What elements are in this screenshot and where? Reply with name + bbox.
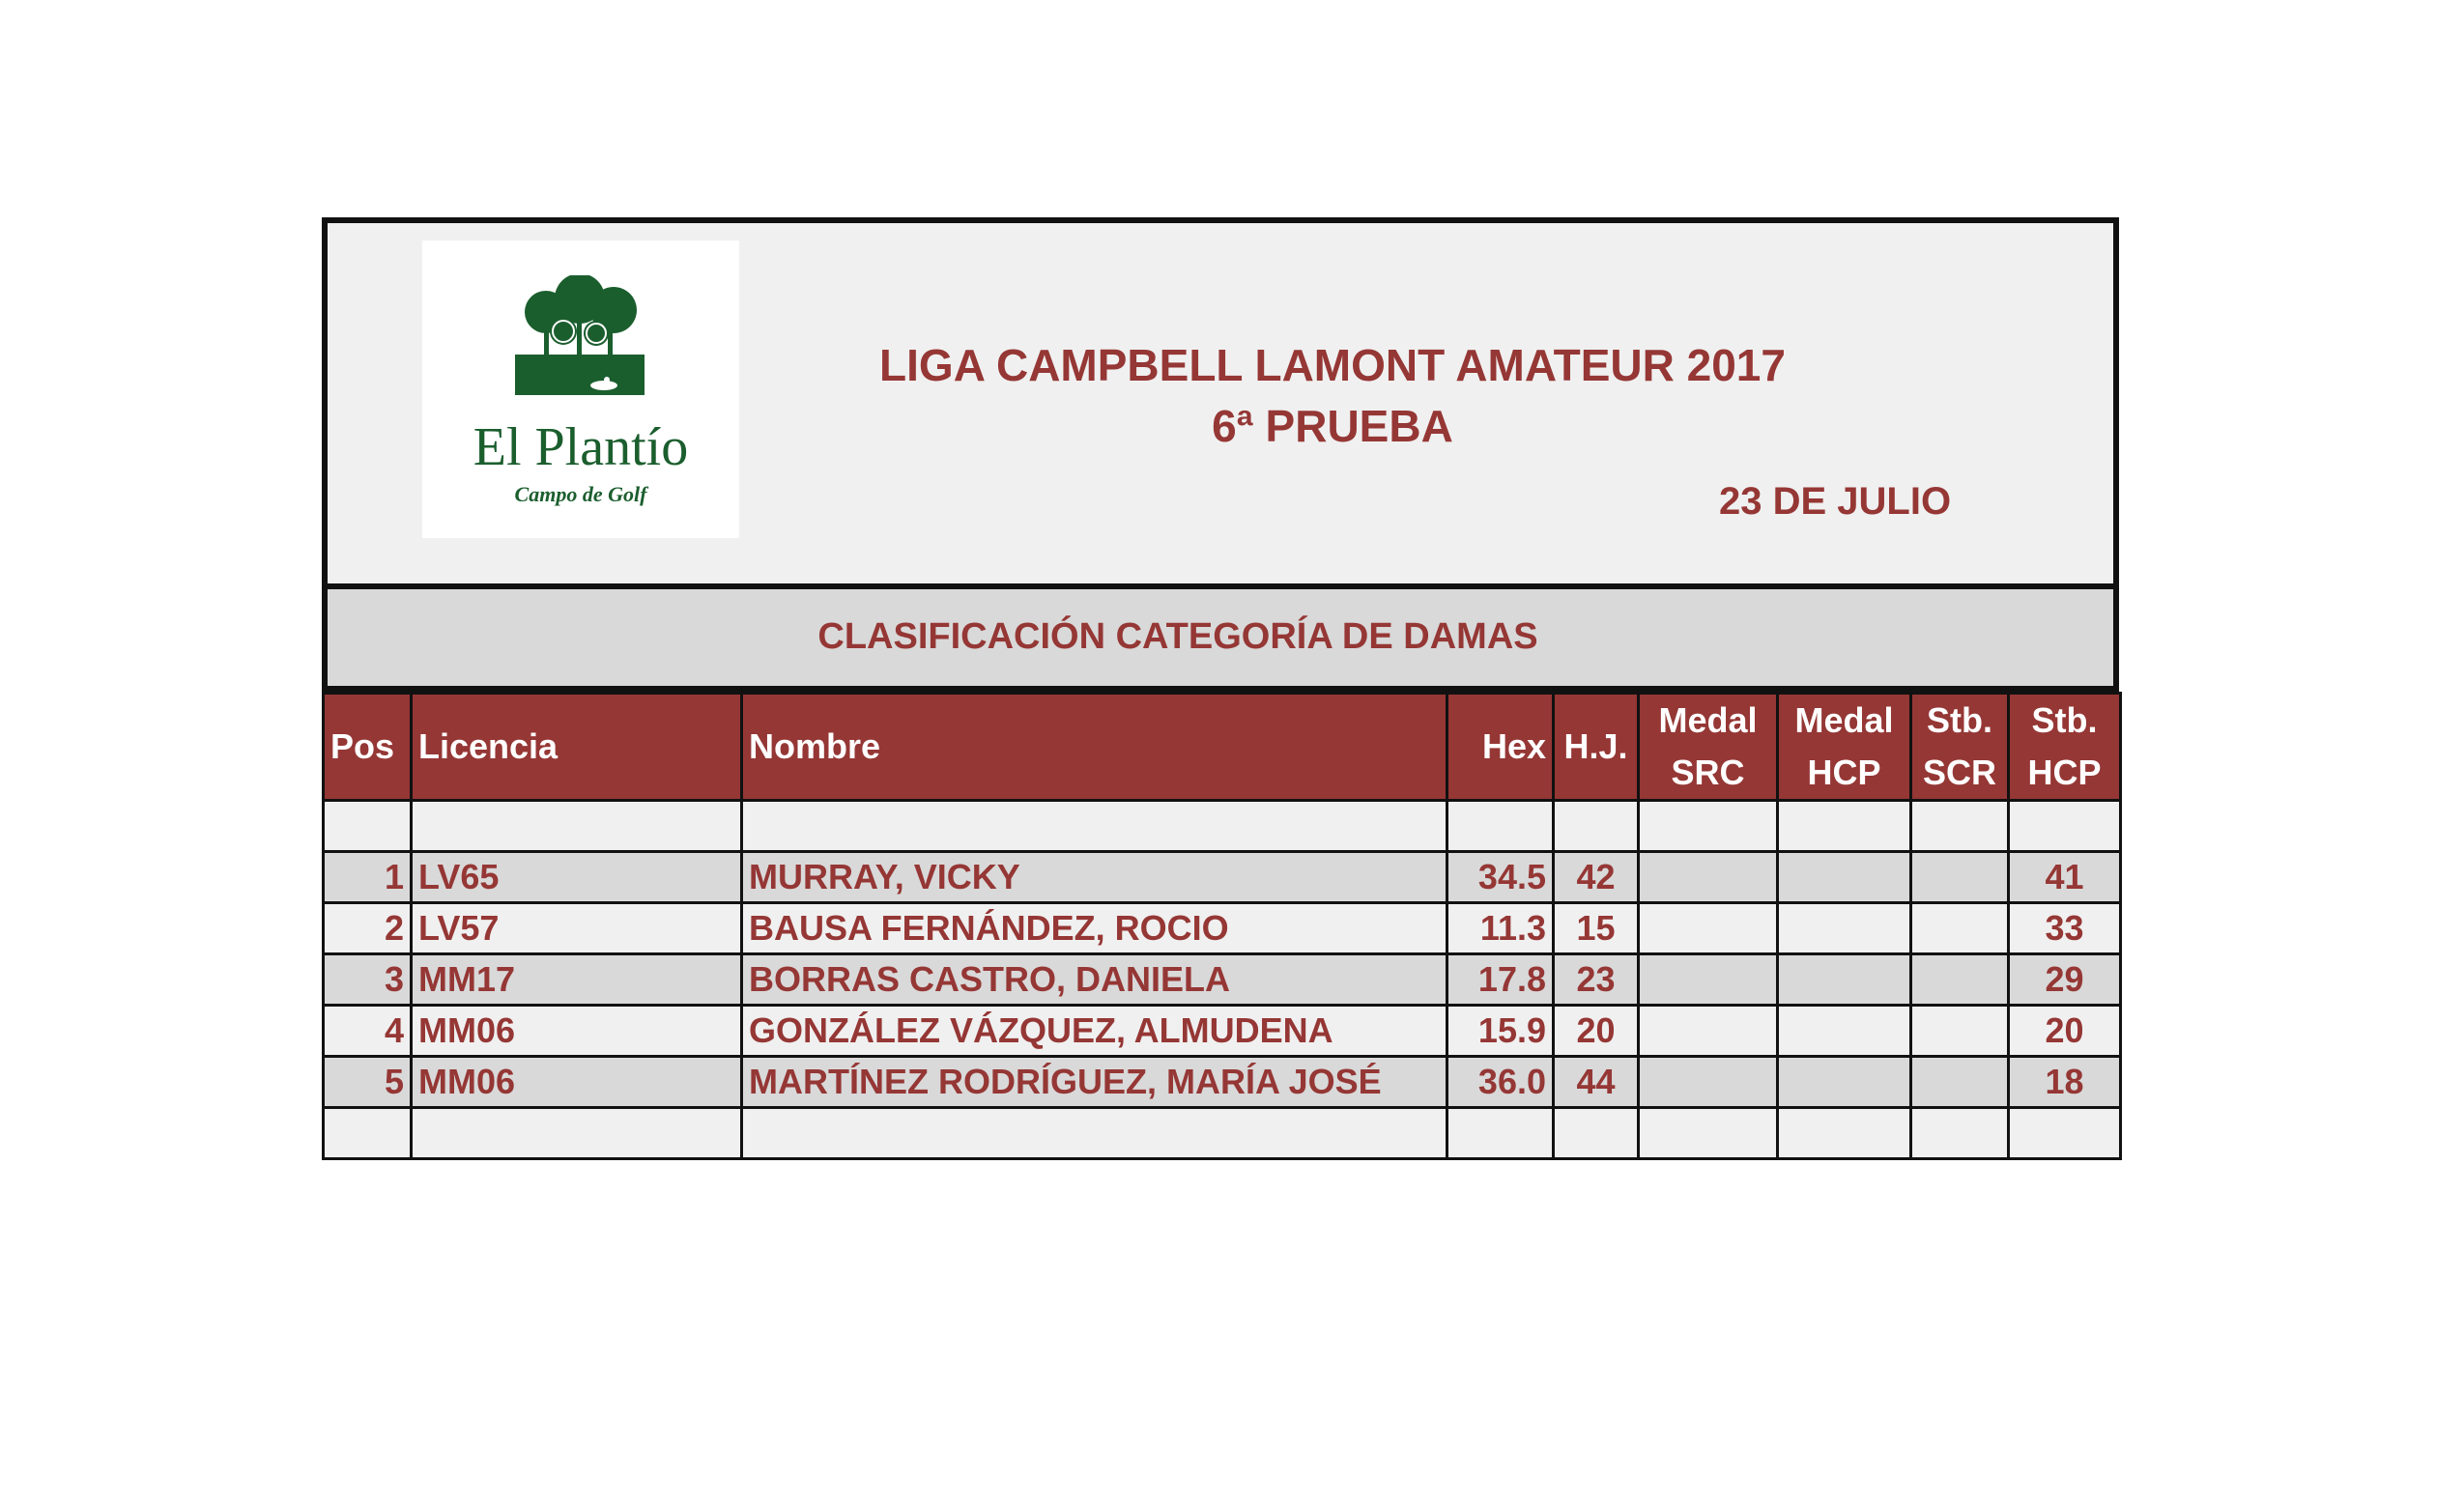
col-header-licencia: Licencia xyxy=(412,694,742,801)
table-row xyxy=(324,852,2121,903)
cell-nombre: BAUSA FERNÁNDEZ, ROCIO xyxy=(742,903,1447,954)
page-subtitle: 6ª PRUEBA xyxy=(1212,401,1453,451)
table-row xyxy=(324,903,2121,954)
cell-licencia: MM17 xyxy=(412,954,742,1006)
table-cell xyxy=(1911,1108,2009,1159)
cell-stb-hcp: 29 xyxy=(2009,954,2121,1006)
table-cell xyxy=(1447,1108,1554,1159)
cell-nombre: GONZÁLEZ VÁZQUEZ, ALMUDENA xyxy=(742,1006,1447,1057)
cell-hj: 23 xyxy=(1554,954,1639,1006)
cell-medal-src xyxy=(1639,954,1778,1006)
cell-medal-hcp xyxy=(1778,954,1911,1006)
table-cell xyxy=(324,1108,412,1159)
col-header-medal-hcp-line1: Medal xyxy=(1794,700,1894,740)
col-header-stb-scr-line2: SCR xyxy=(1922,753,1996,792)
col-header-hex: Hex xyxy=(1447,694,1554,801)
cell-stb-scr xyxy=(1911,852,2009,903)
col-header-medal-src xyxy=(1639,694,1778,801)
page-title: LIGA CAMPBELL LAMONT AMATEUR 2017 xyxy=(879,340,1786,390)
results-sheet xyxy=(322,217,2119,1160)
table-spacer-row xyxy=(324,1108,2121,1159)
col-header-nombre: Nombre xyxy=(742,694,1447,801)
cell-hj: 44 xyxy=(1554,1057,1639,1108)
cell-pos: 5 xyxy=(324,1057,412,1108)
cell-licencia: LV57 xyxy=(412,903,742,954)
col-header-medal-src-line2: SRC xyxy=(1671,753,1745,792)
col-header-hj: H.J. xyxy=(1554,694,1639,801)
col-header-medal-hcp xyxy=(1778,694,1911,801)
cell-stb-scr xyxy=(1911,1006,2009,1057)
table-row xyxy=(324,954,2121,1006)
table-spacer-row xyxy=(324,801,2121,852)
header-box xyxy=(322,217,2119,589)
cell-pos: 1 xyxy=(324,852,412,903)
cell-stb-hcp: 41 xyxy=(2009,852,2121,903)
col-header-stb-scr-line1: Stb. xyxy=(1927,700,1992,740)
table-cell xyxy=(1778,801,1911,852)
col-header-medal-hcp-line2: HCP xyxy=(1807,753,1881,792)
category-title: CLASIFICACIÓN CATEGORÍA DE DAMAS xyxy=(817,616,1538,657)
category-box xyxy=(322,589,2119,692)
table-cell xyxy=(1911,801,2009,852)
table-cell xyxy=(1554,1108,1639,1159)
logo-name: El Plantío xyxy=(473,417,689,477)
cell-medal-hcp xyxy=(1778,903,1911,954)
table-cell xyxy=(742,1108,1447,1159)
cell-hj: 42 xyxy=(1554,852,1639,903)
cell-hex: 36.0 xyxy=(1447,1057,1554,1108)
cell-stb-hcp: 20 xyxy=(2009,1006,2121,1057)
col-header-stb-scr xyxy=(1911,694,2009,801)
cell-nombre: BORRAS CASTRO, DANIELA xyxy=(742,954,1447,1006)
event-date: 23 DE JULIO xyxy=(1719,480,1952,523)
cell-stb-scr xyxy=(1911,1057,2009,1108)
cell-hex: 15.9 xyxy=(1447,1006,1554,1057)
cell-hex: 34.5 xyxy=(1447,852,1554,903)
table-row xyxy=(324,1006,2121,1057)
cell-licencia: MM06 xyxy=(412,1006,742,1057)
col-header-stb-hcp-line1: Stb. xyxy=(2031,700,2098,740)
cell-medal-hcp xyxy=(1778,1057,1911,1108)
col-header-medal-src-line1: Medal xyxy=(1658,700,1758,740)
table-row xyxy=(324,1057,2121,1108)
table-cell xyxy=(1447,801,1554,852)
table-cell xyxy=(1639,801,1778,852)
table-cell xyxy=(742,801,1447,852)
cell-pos: 4 xyxy=(324,1006,412,1057)
col-header-stb-hcp-line2: HCP xyxy=(2027,753,2102,792)
cell-medal-src xyxy=(1639,852,1778,903)
table-header-row xyxy=(324,694,2121,801)
cell-hex: 17.8 xyxy=(1447,954,1554,1006)
cell-stb-hcp: 33 xyxy=(2009,903,2121,954)
cell-pos: 3 xyxy=(324,954,412,1006)
table-cell xyxy=(412,801,742,852)
table-cell xyxy=(1778,1108,1911,1159)
cell-pos: 2 xyxy=(324,903,412,954)
table-cell xyxy=(2009,801,2121,852)
logo-subtitle: Campo de Golf xyxy=(514,482,647,506)
table-cell xyxy=(412,1108,742,1159)
cell-stb-scr xyxy=(1911,903,2009,954)
cell-licencia: LV65 xyxy=(412,852,742,903)
col-header-stb-hcp xyxy=(2009,694,2121,801)
cell-hj: 20 xyxy=(1554,1006,1639,1057)
cell-medal-hcp xyxy=(1778,1006,1911,1057)
cell-medal-src xyxy=(1639,1006,1778,1057)
cell-hj: 15 xyxy=(1554,903,1639,954)
cell-stb-scr xyxy=(1911,954,2009,1006)
cell-medal-src xyxy=(1639,1057,1778,1108)
cell-licencia: MM06 xyxy=(412,1057,742,1108)
table-cell xyxy=(324,801,412,852)
cell-nombre: MURRAY, VICKY xyxy=(742,852,1447,903)
cell-medal-hcp xyxy=(1778,852,1911,903)
results-table xyxy=(322,692,2122,1160)
cell-medal-src xyxy=(1639,903,1778,954)
table-cell xyxy=(1639,1108,1778,1159)
cell-nombre: MARTÍNEZ RODRÍGUEZ, MARÍA JOSÉ xyxy=(742,1057,1447,1108)
cell-stb-hcp: 18 xyxy=(2009,1057,2121,1108)
col-header-pos: Pos xyxy=(324,694,412,801)
cell-hex: 11.3 xyxy=(1447,903,1554,954)
table-cell xyxy=(2009,1108,2121,1159)
table-cell xyxy=(1554,801,1639,852)
